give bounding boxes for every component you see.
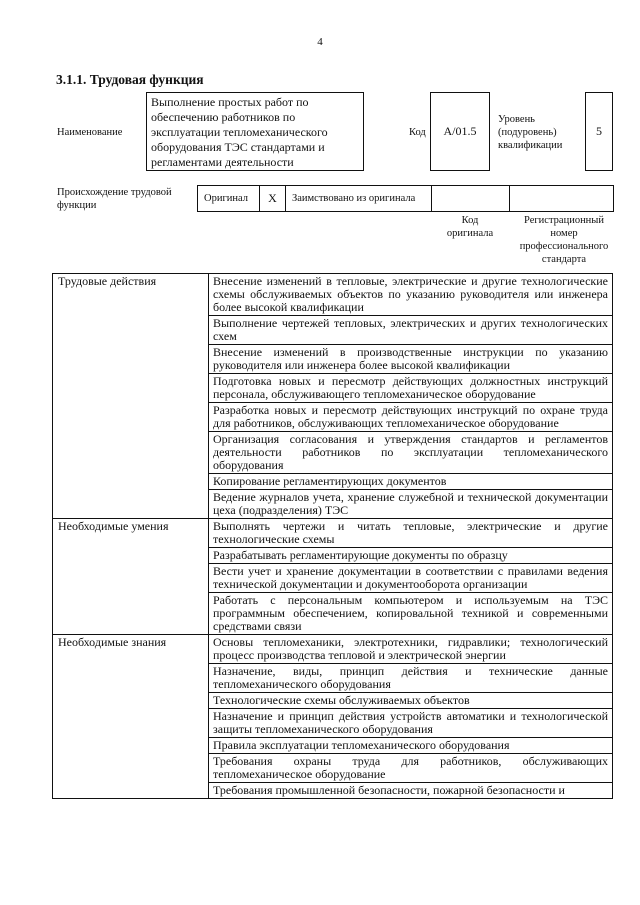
table-cell: Внесение изменений в тепловые, электрические и другие технологические схемы обслуживаемых объектов по указанию руководителя или инженера более высокой квалификации: [209, 274, 613, 316]
origin-table: [197, 185, 614, 212]
reg-number-cell: [510, 186, 614, 212]
borrowed-label: Заимствовано из оригинала: [292, 193, 416, 204]
section-title: 3.1.1. Трудовая функция: [56, 72, 204, 87]
name-value-box: [146, 92, 364, 171]
table-cell: Разработка новых и пересмотр действующих инструкций по охране труда для работников, обслуживающих тепломеханическое оборудование: [209, 403, 613, 432]
level-value: 5: [596, 124, 602, 138]
code-value-box: [430, 92, 490, 171]
borrowed-cell: [286, 186, 432, 212]
category-cell: Необходимые умения: [53, 519, 209, 635]
original-mark-cell: [260, 186, 286, 212]
category-cell: Необходимые знания: [53, 635, 209, 799]
table-cell: Требования охраны труда для работников, обслуживающих тепломеханическое оборудование: [209, 754, 613, 783]
name-label: Наименование: [57, 127, 123, 138]
original-mark: X: [268, 191, 277, 205]
original-label: Оригинал: [204, 193, 248, 204]
original-cell: [198, 186, 260, 212]
table-row: [53, 635, 613, 664]
table-cell: Разрабатывать регламентирующие документы по образцу: [209, 548, 613, 564]
labor-function-table: [52, 273, 613, 799]
category-cell: Трудовые действия: [53, 274, 209, 519]
level-label: Уровень (подуровень) квалификации: [498, 114, 563, 151]
table-row: [53, 274, 613, 316]
origin-label: Происхождение трудовой функции: [57, 187, 172, 211]
code-original-cell: [432, 186, 510, 212]
table-cell: Работать с персональным компьютером и используемым на ТЭС программным обеспечением, копировальной техникой и современными средствами связи: [209, 593, 613, 635]
table-cell: Подготовка новых и пересмотр действующих должностных инструкций персонала, обслуживающего тепломеханическое оборудование: [209, 374, 613, 403]
table-cell: Выполнение чертежей тепловых, электрических и других технологических схем: [209, 316, 613, 345]
page-number: 4: [317, 36, 323, 48]
code-label: Код: [409, 127, 426, 138]
table-cell: Копирование регламентирующих документов: [209, 474, 613, 490]
reg-number-caption: Регистрационный номер профессионального стандарта: [519, 215, 609, 265]
table-cell: Вести учет и хранение документации в соответствии с правилами ведения технической документации и документооборота организации: [209, 564, 613, 593]
table-cell: Назначение и принцип действия устройств автоматики и технологической защиты тепломеханического оборудования: [209, 709, 613, 738]
table-cell: Назначение, виды, принцип действия и технические данные тепломеханического оборудования: [209, 664, 613, 693]
table-cell: Выполнять чертежи и читать тепловые, электрические и другие технологические схемы: [209, 519, 613, 548]
code-original-caption: Код оригинала: [446, 215, 494, 239]
code-value: A/01.5: [443, 124, 477, 138]
table-cell: Технологические схемы обслуживаемых объектов: [209, 693, 613, 709]
level-value-box: [585, 92, 613, 171]
table-cell: Правила эксплуатации тепломеханического оборудования: [209, 738, 613, 754]
name-value: Выполнение простых работ по обеспечению работников по эксплуатации тепломеханического оборудования ТЭС стандартами и регламентами деятельности: [151, 95, 328, 169]
table-cell: Ведение журналов учета, хранение служебной и технической документации цеха (подразделения) ТЭС: [209, 490, 613, 519]
table-cell: Внесение изменений в производственные инструкции по указанию руководителя или инженера более высокой квалификации: [209, 345, 613, 374]
table-cell: Основы тепломеханики, электротехники, гидравлики; технологический процесс производства тепловой и электрической энергии: [209, 635, 613, 664]
table-cell: Требования промышленной безопасности, пожарной безопасности и: [209, 783, 613, 799]
table-row: [53, 519, 613, 548]
table-cell: Организация согласования и утверждения стандартов и регламентов деятельности работников по эксплуатации тепломеханического оборудования: [209, 432, 613, 474]
